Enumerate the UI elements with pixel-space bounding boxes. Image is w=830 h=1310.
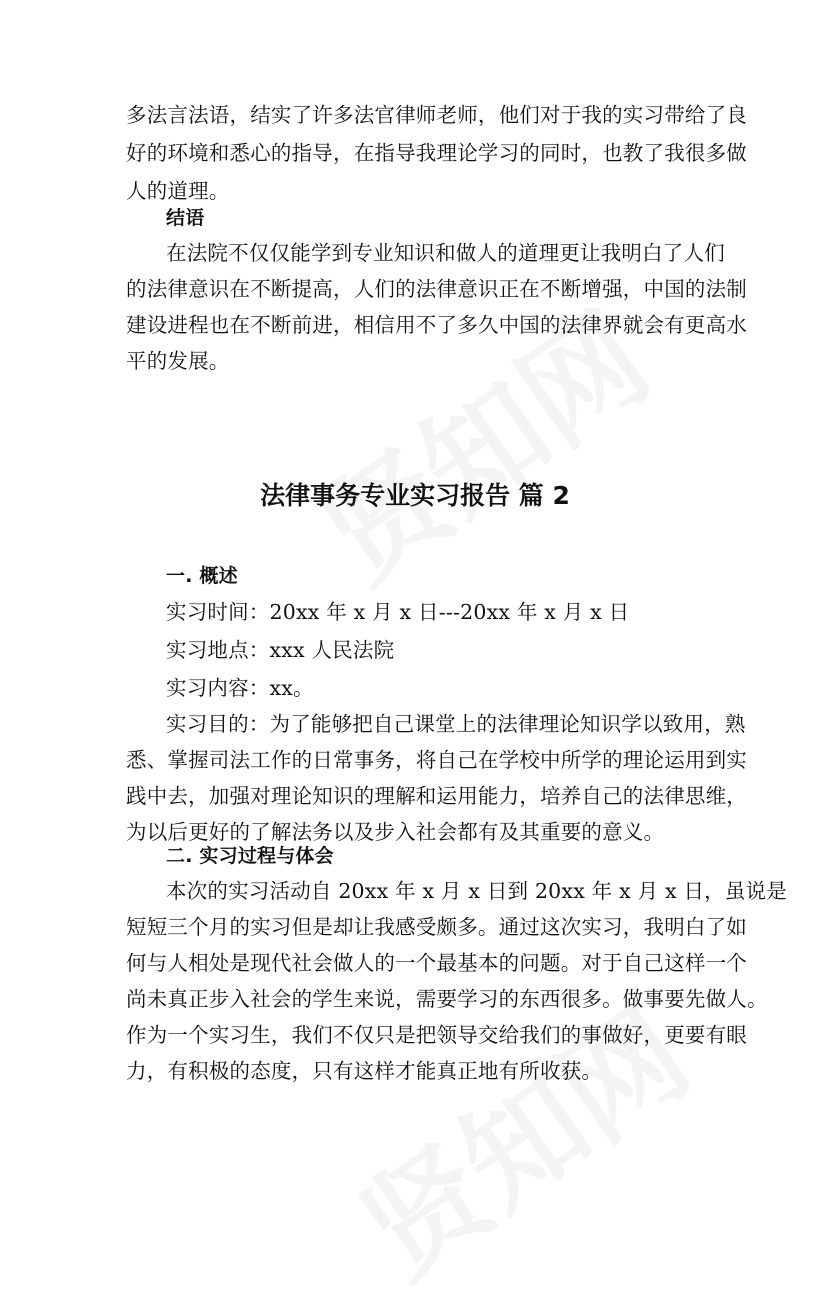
paragraph-line: 实习目的：为了能够把自己课堂上的法律理论知识学以致用，熟 — [166, 712, 746, 736]
internship-content: 实习内容：xx。 — [166, 676, 314, 700]
report-title: 法律事务专业实习报告 篇 2 — [260, 481, 570, 510]
paragraph-line: 践中去，加强对理论知识的理解和运用能力，培养自己的法律思维， — [126, 784, 747, 808]
internship-place: 实习地点：xxx 人民法院 — [166, 638, 395, 662]
conclusion-heading: 结语 — [166, 207, 205, 229]
watermark-bottom — [323, 962, 717, 1309]
paragraph-line: 的法律意识在不断提高，人们的法律意识正在不断增强，中国的法制 — [126, 277, 747, 301]
process-heading: 二. 实习过程与体会 — [166, 845, 334, 867]
paragraph-line: 尚未真正步入社会的学生来说，需要学习的东西很多。做事要先做人。 — [126, 987, 768, 1011]
paragraph-line: 力，有积极的态度，只有这样才能真正地有所收获。 — [126, 1059, 603, 1083]
overview-heading: 一. 概述 — [166, 565, 238, 587]
paragraph-line: 平的发展。 — [126, 349, 230, 373]
paragraph-line: 在法院不仅仅能学到专业知识和做人的道理更让我明白了人们 — [166, 241, 725, 265]
paragraph-line: 人的道理。 — [126, 179, 230, 203]
paragraph-line: 好的环境和悉心的指导，在指导我理论学习的同时，也教了我很多做 — [126, 141, 747, 165]
paragraph-line: 本次的实习活动自 20xx 年 x 月 x 日到 20xx 年 x 月 x 日，虽说是 — [166, 879, 787, 903]
paragraph-line: 短短三个月的实习但是却让我感受颇多。通过这次实习，我明白了如 — [126, 915, 747, 939]
paragraph-line: 建设进程也在不断前进，相信用不了多久中国的法律界就会有更高水 — [126, 313, 747, 337]
paragraph-line: 悉、掌握司法工作的日常事务，将自己在学校中所学的理论运用到实 — [126, 748, 747, 772]
paragraph-line: 何与人相处是现代社会做人的一个最基本的问题。对于自己这样一个 — [126, 951, 747, 975]
internship-time: 实习时间：20xx 年 x 月 x 日---20xx 年 x 月 x 日 — [166, 600, 630, 624]
paragraph-line: 作为一个实习生，我们不仅只是把领导交给我们的事做好，更要有眼 — [126, 1023, 747, 1047]
paragraph-line: 为以后更好的了解法务以及步入社会都有及其重要的意义。 — [126, 820, 665, 844]
paragraph-line: 多法言法语，结实了许多法官律师老师，他们对于我的实习带给了良 — [126, 103, 747, 127]
